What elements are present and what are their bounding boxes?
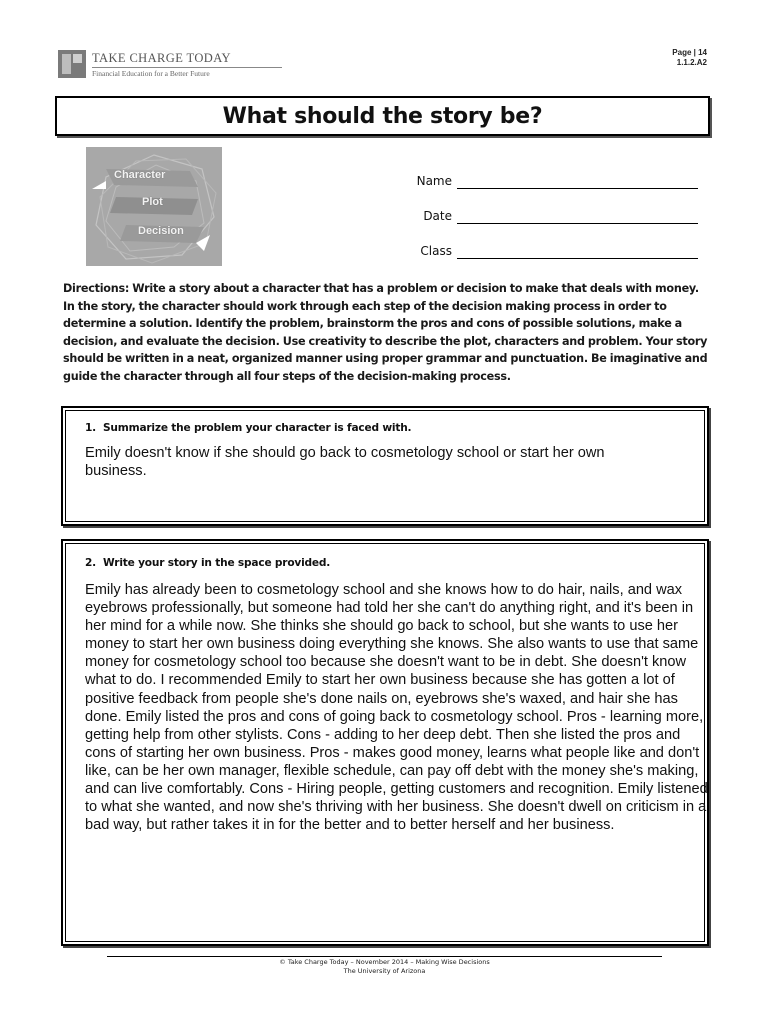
title-box <box>55 96 710 136</box>
question-1-prompt <box>85 422 411 434</box>
footer-copyright: © Take Charge Today – November 2014 – Making Wise Decisions <box>279 958 490 966</box>
page-title: What should the story be? <box>222 103 543 129</box>
question-2-prompt <box>85 557 330 569</box>
page-label: Page | 14 <box>672 48 707 57</box>
class-label: Class <box>420 244 452 258</box>
footer <box>107 958 662 976</box>
footer-university: The University of Arizona <box>343 967 426 975</box>
logo-tagline: Financial Education for a Better Future <box>92 69 210 78</box>
class-line[interactable] <box>457 258 698 259</box>
question-1-box <box>61 406 709 526</box>
name-line[interactable] <box>457 188 698 189</box>
question-1-number: 1. <box>85 422 96 434</box>
question-2-box <box>61 539 709 946</box>
name-field[interactable] <box>400 174 700 190</box>
footer-divider <box>107 956 662 957</box>
page-number-block <box>672 48 707 68</box>
logo-title: TAKE CHARGE TODAY <box>92 51 231 65</box>
page-code: 1.1.2.A2 <box>676 58 707 67</box>
name-label: Name <box>416 174 452 188</box>
question-1-answer[interactable]: Emily doesn't know if she should go back to cosmetology school or start her own business. <box>85 445 605 480</box>
directions-lead: Directions: <box>63 282 130 295</box>
story-elements-graphic <box>86 147 222 266</box>
logo-mark-icon <box>58 50 86 78</box>
date-line[interactable] <box>457 223 698 224</box>
question-1-text: Summarize the problem your character is faced with. <box>103 422 412 434</box>
date-label: Date <box>423 209 452 223</box>
question-2-number: 2. <box>85 557 96 569</box>
date-field[interactable] <box>400 209 700 225</box>
graphic-label-decision: Decision <box>138 225 184 237</box>
graphic-label-character: Character <box>114 169 166 181</box>
directions-text: Write a story about a character that has a problem or decision to make that deals with money. In the story, the character should work through each step of the decision making process in order to determine a solution. Identify the problem, brainstorm the pros and cons of possible solutions, make a decision, and evaluate the decision. Use creativity to describe the plot, characters and problem. Your story should be written in a neat, organized manner using proper grammar and punctuation. Be imaginative and guide the character through all four steps of the decision-making process. <box>63 282 708 383</box>
graphic-label-plot: Plot <box>142 196 163 208</box>
class-field[interactable] <box>400 244 700 260</box>
directions-paragraph <box>63 280 708 385</box>
question-2-answer[interactable]: Emily has already been to cosmetology school and she knows how to do hair, nails, and wax eyebrows professionally, but someone had told her she can't do anything right, and it's been in her mind for a while now. She thinks she should go back to school, but she wants to use her money to start her own business doing everything she knows. She also wants to use that same money for cosmetology school too because she doesn't want to be in debt. She doesn't know what to do. I recommended Emily to start her own business because she has gotten a lot of positive feedback from people she's done nails on, eyebrows she's waxed, and hair she has done. Emily listed the pros and cons of going back to cosmetology school. Pros - learning more, getting help from other stylists. Cons - adding to her deep debt. Then she listed the pros and cons of starting her own business. Pros - makes good money, learns what people like and don't like, can be her own manager, flexible schedule, can pay off debt with the money she's making, and can live comfortably. Cons - Hiring people, getting customers and recognition. Emily listened to what she wanted, and now she's thriving with her business. She doesn't dwell on criticism in a bad way, but rather takes it in for the better and to better herself and her business. <box>85 582 708 834</box>
question-2-text: Write your story in the space provided. <box>103 557 331 569</box>
logo-divider <box>92 67 282 68</box>
take-charge-today-logo <box>58 50 238 80</box>
